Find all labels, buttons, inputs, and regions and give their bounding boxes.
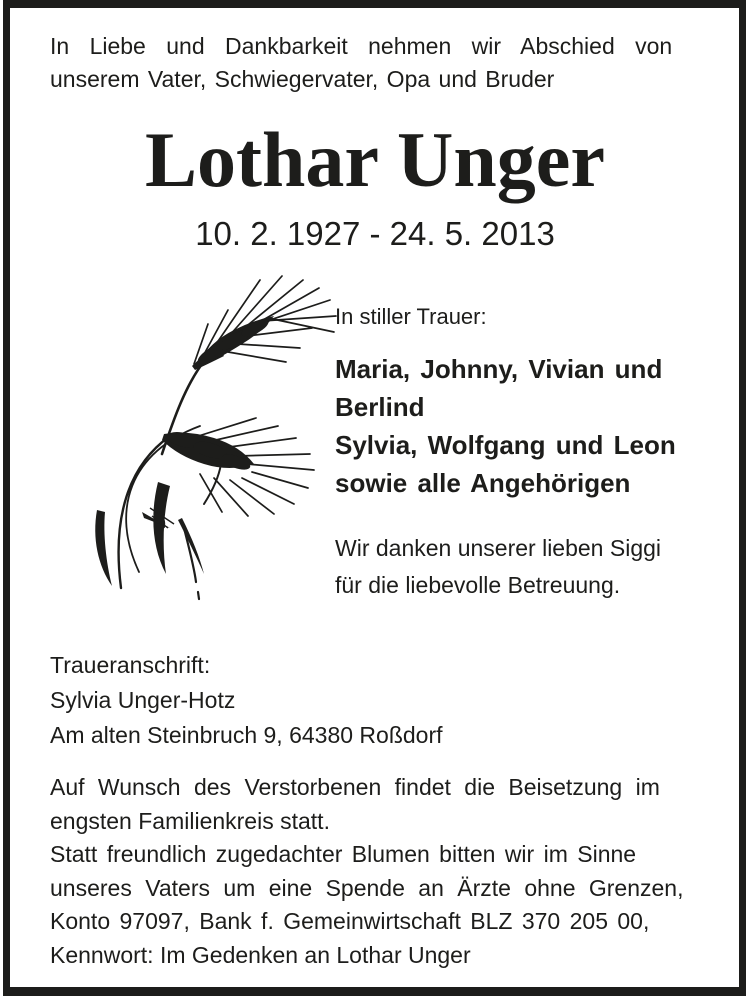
life-dates: 10. 2. 1927 - 24. 5. 2013 bbox=[195, 215, 555, 252]
deceased-name-heading: Lothar Unger bbox=[144, 116, 606, 203]
closing-line: unseres Vaters um eine Spende an Ärzte ohne Grenzen, bbox=[50, 874, 684, 901]
mourning-address-block bbox=[50, 648, 443, 753]
thanks-line: für die liebevolle Betreuung. bbox=[335, 572, 621, 598]
wheat-leaves bbox=[95, 482, 204, 586]
lower-ear-awns bbox=[192, 418, 314, 516]
mourners-line: Maria, Johnny, Vivian und bbox=[335, 354, 663, 384]
wheat-stems bbox=[119, 360, 221, 599]
closing-line: Statt freundlich zugedachter Blumen bitten wir im Sinne bbox=[50, 841, 637, 867]
wheat-ears-illustration bbox=[42, 266, 338, 602]
closing-line: Auf Wunsch des Verstorbenen findet die Beisetzung im bbox=[50, 774, 660, 800]
mourning-block bbox=[335, 302, 730, 604]
address-name: Sylvia Unger-Hotz bbox=[50, 687, 236, 713]
intro-line-2: unserem Vater, Schwiegervater, Opa und Bruder bbox=[50, 66, 555, 92]
mourning-salutation: In stiller Trauer: bbox=[335, 304, 487, 329]
mourners-line: Sylvia, Wolfgang und Leon bbox=[335, 430, 676, 460]
closing-line: engsten Familienkreis statt. bbox=[50, 807, 330, 834]
address-label: Traueranschrift: bbox=[50, 652, 211, 678]
mourners-line: sowie alle Angehörigen bbox=[335, 468, 631, 498]
thanks-line: Wir danken unserer lieben Siggi bbox=[335, 535, 662, 561]
closing-line: Konto 97097, Bank f. Gemeinwirtschaft BLZ 370 205 00, bbox=[50, 908, 650, 934]
intro-line-1: In Liebe und Dankbarkeit nehmen wir Abschied von bbox=[50, 33, 673, 59]
intro-paragraph bbox=[50, 30, 715, 96]
upper-ear-head bbox=[192, 316, 274, 370]
closing-line: Kennwort: Im Gedenken an Lothar Unger bbox=[50, 941, 471, 968]
lower-ear-head bbox=[162, 429, 254, 473]
thanks-paragraph bbox=[335, 530, 730, 604]
address-street-city: Am alten Steinbruch 9, 64380 Roßdorf bbox=[50, 722, 443, 748]
mourners-line: Berlind bbox=[335, 392, 425, 422]
closing-paragraph bbox=[50, 771, 720, 972]
